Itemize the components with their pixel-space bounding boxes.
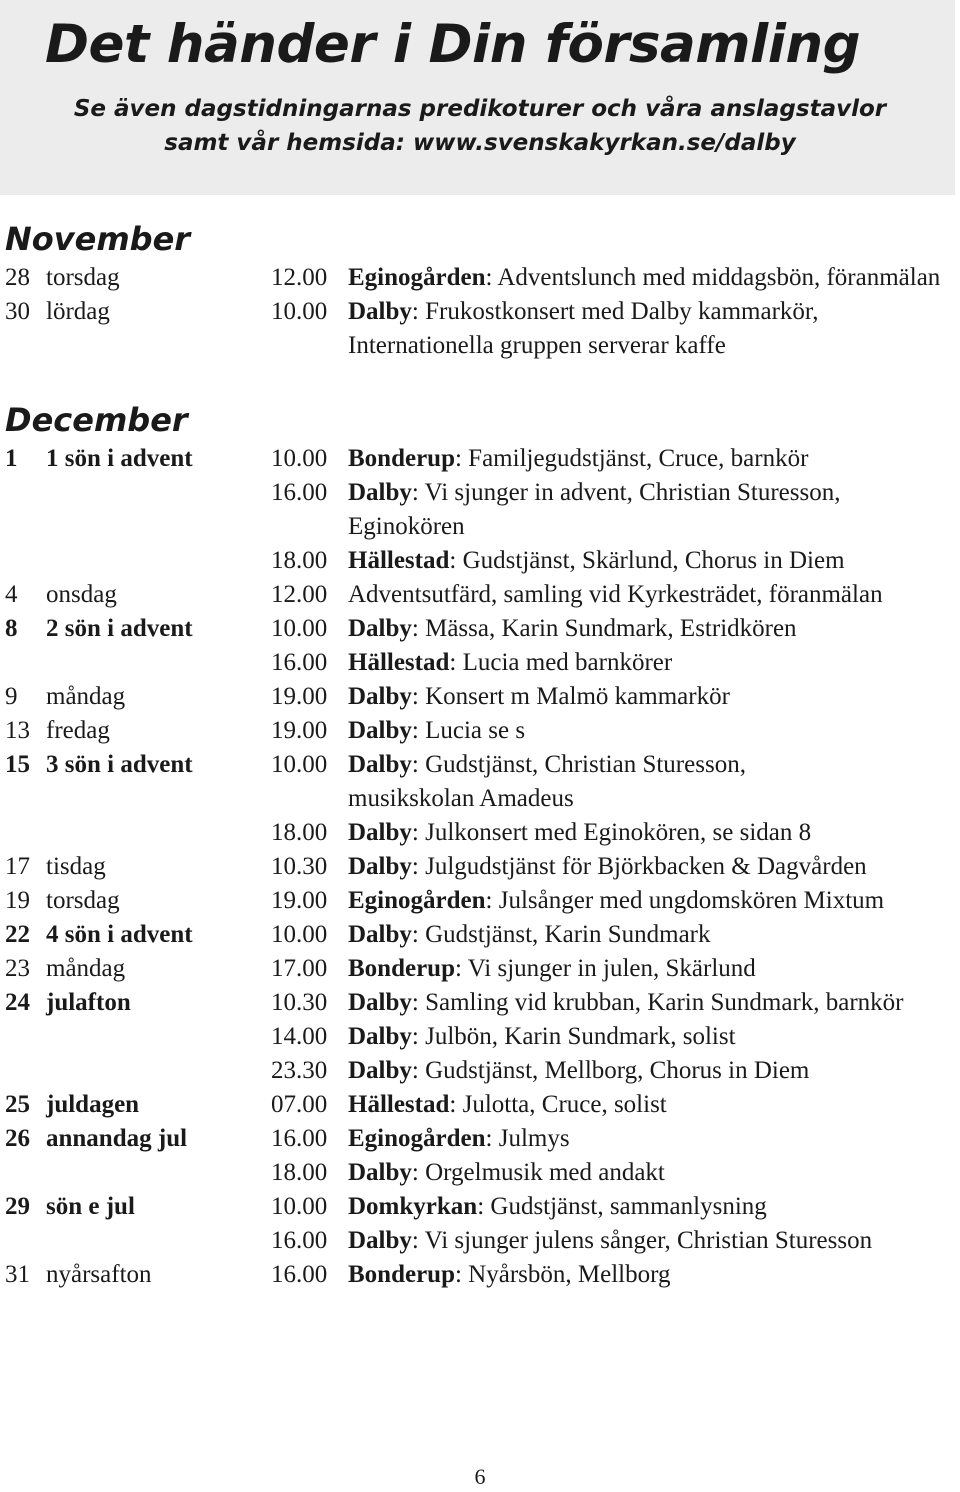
- event-details: Internationella gruppen serverar kaffe: [348, 332, 726, 359]
- event-details: musikskolan Amadeus: [348, 785, 574, 812]
- weekday: lördag: [46, 298, 110, 325]
- event-location: Dalby: [348, 298, 412, 325]
- date-number: 9: [5, 683, 18, 710]
- event-location: Dalby: [348, 1227, 412, 1254]
- event-time: 16.00: [271, 479, 328, 506]
- weekday: juldagen: [46, 1091, 140, 1118]
- schedule-row: [0, 1020, 960, 1054]
- event-description: [348, 612, 797, 646]
- event-location: Dalby: [348, 853, 412, 880]
- date-number: 17: [5, 853, 30, 880]
- date-number: 29: [5, 1193, 30, 1220]
- event-details: : Gudstjänst, Mellborg, Chorus in Diem: [411, 1057, 810, 1084]
- schedule-row: [0, 442, 960, 476]
- event-details: Eginokören: [348, 513, 465, 540]
- event-time: 07.00: [271, 1091, 328, 1118]
- event-details: : Mässa, Karin Sundmark, Estridkören: [411, 615, 797, 642]
- event-time: 10.30: [271, 853, 328, 880]
- event-description: [348, 510, 465, 544]
- schedule-row: [0, 1156, 960, 1190]
- event-description: [348, 544, 845, 578]
- event-details: : Gudstjänst, Christian Sturesson,: [411, 751, 746, 778]
- weekday: nyårsafton: [46, 1261, 152, 1288]
- event-time: 10.00: [271, 445, 328, 472]
- event-location: Dalby: [348, 989, 412, 1016]
- weekday: torsdag: [46, 887, 120, 914]
- event-location: Dalby: [348, 751, 412, 778]
- event-description: [348, 952, 756, 986]
- event-time: 18.00: [271, 1159, 328, 1186]
- date-number: 30: [5, 298, 30, 325]
- december-schedule: [0, 442, 960, 1292]
- event-location: Dalby: [348, 717, 412, 744]
- schedule-row: [0, 986, 960, 1020]
- weekday: 1 sön i advent: [46, 445, 193, 472]
- event-time: 16.00: [271, 1227, 328, 1254]
- event-location: Eginogården: [348, 887, 486, 914]
- event-details: : Julotta, Cruce, solist: [449, 1091, 667, 1118]
- date-number: 31: [5, 1261, 30, 1288]
- november-schedule: [0, 261, 960, 363]
- event-location: Dalby: [348, 921, 412, 948]
- event-details: : Gudstjänst, sammanlysning: [477, 1193, 767, 1220]
- event-details: : Adventslunch med middagsbön, föranmälan: [485, 264, 941, 291]
- event-details: : Lucia se s: [411, 717, 526, 744]
- page-number: 6: [474, 1464, 486, 1489]
- event-location: Dalby: [348, 1159, 412, 1186]
- schedule-row: [0, 1122, 960, 1156]
- event-description: [348, 646, 672, 680]
- subtitle: [0, 92, 960, 160]
- schedule-row: [0, 918, 960, 952]
- event-description: [348, 1020, 736, 1054]
- event-details: : Vi sjunger in advent, Christian Sturesson,: [411, 479, 841, 506]
- schedule-row: [0, 1054, 960, 1088]
- event-details: : Julsånger med ungdomskören Mixtum: [485, 887, 885, 914]
- date-number: 13: [5, 717, 30, 744]
- schedule-row: [0, 714, 960, 748]
- event-location: Dalby: [348, 683, 412, 710]
- event-details: : Konsert m Malmö kammarkör: [411, 683, 730, 710]
- event-time: 10.30: [271, 989, 328, 1016]
- event-time: 16.00: [271, 1261, 328, 1288]
- date-number: 8: [5, 615, 18, 642]
- weekday: annandag jul: [46, 1125, 188, 1152]
- event-details: : Julbön, Karin Sundmark, solist: [411, 1023, 736, 1050]
- weekday: måndag: [46, 683, 126, 710]
- event-location: Dalby: [348, 479, 412, 506]
- date-number: 28: [5, 264, 30, 291]
- schedule-row: [0, 476, 960, 510]
- event-location: Hällestad: [348, 649, 450, 676]
- event-description: [348, 918, 711, 952]
- event-description: [348, 782, 574, 816]
- event-description: [348, 1156, 665, 1190]
- event-description: [348, 476, 840, 510]
- event-location: Eginogården: [348, 1125, 486, 1152]
- schedule-row: [0, 1224, 960, 1258]
- schedule-row: [0, 748, 960, 782]
- event-details: : Vi sjunger in julen, Skärlund: [454, 955, 756, 982]
- event-details: : Vi sjunger julens sånger, Christian Sturesson: [411, 1227, 873, 1254]
- event-location: Dalby: [348, 1023, 412, 1050]
- subtitle-line-2: samt vår hemsida: www.svenskakyrkan.se/dalby: [164, 130, 796, 156]
- event-description: [348, 1190, 767, 1224]
- event-time: 19.00: [271, 887, 328, 914]
- schedule-row: [0, 680, 960, 714]
- event-description: [348, 714, 525, 748]
- event-time: 17.00: [271, 955, 328, 982]
- event-details: : Gudstjänst, Skärlund, Chorus in Diem: [449, 547, 845, 574]
- schedule-row: [0, 850, 960, 884]
- event-time: 18.00: [271, 819, 328, 846]
- schedule-row: [0, 1088, 960, 1122]
- date-number: 1: [5, 445, 18, 472]
- event-details: : Lucia med barnkörer: [449, 649, 673, 676]
- event-time: 10.00: [271, 751, 328, 778]
- event-details: : Samling vid krubban, Karin Sundmark, barnkör: [411, 989, 904, 1016]
- event-description: [348, 1224, 872, 1258]
- schedule-row: [0, 1190, 960, 1224]
- schedule-row: [0, 816, 960, 850]
- event-details: : Frukostkonsert med Dalby kammarkör,: [411, 298, 819, 325]
- event-details: : Julmys: [485, 1125, 570, 1152]
- event-location: Domkyrkan: [348, 1193, 478, 1220]
- schedule-row: [0, 261, 960, 295]
- schedule-row: [0, 578, 960, 612]
- event-details: : Orgelmusik med andakt: [411, 1159, 665, 1186]
- event-description: [348, 295, 818, 329]
- event-description: [348, 1122, 570, 1156]
- date-number: 25: [5, 1091, 30, 1118]
- weekday: tisdag: [46, 853, 106, 880]
- event-location: Hällestad: [348, 1091, 450, 1118]
- event-description: [348, 680, 730, 714]
- event-location: Bonderup: [348, 445, 455, 472]
- event-details: : Julgudstjänst för Björkbacken & Dagvården: [411, 853, 867, 880]
- schedule-row: [0, 510, 960, 544]
- event-time: 16.00: [271, 649, 328, 676]
- event-location: Bonderup: [348, 955, 455, 982]
- event-time: 10.00: [271, 1193, 328, 1220]
- event-time: 10.00: [271, 615, 328, 642]
- schedule-row: [0, 646, 960, 680]
- event-description: [348, 1054, 809, 1088]
- event-location: Dalby: [348, 615, 412, 642]
- schedule-row: [0, 295, 960, 329]
- event-time: 18.00: [271, 547, 328, 574]
- weekday: sön e jul: [46, 1193, 135, 1220]
- event-description: [348, 578, 883, 612]
- weekday: julafton: [46, 989, 131, 1016]
- event-description: [348, 261, 940, 295]
- event-description: [348, 1088, 667, 1122]
- date-number: 26: [5, 1125, 30, 1152]
- header-box: [0, 0, 955, 195]
- weekday: 2 sön i advent: [46, 615, 193, 642]
- weekday: 4 sön i advent: [46, 921, 193, 948]
- event-description: [348, 442, 808, 476]
- schedule-row: [0, 952, 960, 986]
- event-time: 19.00: [271, 683, 328, 710]
- weekday: fredag: [46, 717, 110, 744]
- schedule-row: [0, 612, 960, 646]
- date-number: 23: [5, 955, 30, 982]
- month-heading-november: November: [5, 220, 191, 258]
- schedule-row: [0, 329, 960, 363]
- event-details: : Gudstjänst, Karin Sundmark: [411, 921, 711, 948]
- event-description: [348, 850, 867, 884]
- date-number: 22: [5, 921, 30, 948]
- event-time: 23.30: [271, 1057, 328, 1084]
- page-title: Det händer i Din församling: [45, 14, 861, 75]
- event-time: 12.00: [271, 264, 328, 291]
- month-heading-december: December: [5, 401, 188, 439]
- weekday: 3 sön i advent: [46, 751, 193, 778]
- weekday: torsdag: [46, 264, 120, 291]
- event-details: Adventsutfärd, samling vid Kyrkesträdet, föranmälan: [348, 581, 883, 608]
- event-description: [348, 748, 746, 782]
- event-description: [348, 986, 904, 1020]
- event-time: 16.00: [271, 1125, 328, 1152]
- weekday: måndag: [46, 955, 126, 982]
- event-description: [348, 1258, 670, 1292]
- date-number: 24: [5, 989, 30, 1016]
- event-location: Hällestad: [348, 547, 450, 574]
- event-location: Eginogården: [348, 264, 486, 291]
- event-description: [348, 329, 726, 363]
- event-details: : Julkonsert med Eginokören, se sidan 8: [411, 819, 812, 846]
- schedule-row: [0, 884, 960, 918]
- date-number: 15: [5, 751, 30, 778]
- schedule-row: [0, 782, 960, 816]
- event-location: Dalby: [348, 819, 412, 846]
- event-time: 12.00: [271, 581, 328, 608]
- event-location: Bonderup: [348, 1261, 455, 1288]
- event-time: 10.00: [271, 298, 328, 325]
- event-time: 19.00: [271, 717, 328, 744]
- event-description: [348, 884, 884, 918]
- event-location: Dalby: [348, 1057, 412, 1084]
- event-description: [348, 816, 811, 850]
- date-number: 4: [5, 581, 18, 608]
- subtitle-line-1: Se även dagstidningarnas predikoturer och våra anslagstavlor: [73, 96, 887, 122]
- event-details: : Familjegudstjänst, Cruce, barnkör: [454, 445, 809, 472]
- event-time: 14.00: [271, 1023, 328, 1050]
- schedule-row: [0, 1258, 960, 1292]
- schedule-row: [0, 544, 960, 578]
- event-time: 10.00: [271, 921, 328, 948]
- weekday: onsdag: [46, 581, 117, 608]
- date-number: 19: [5, 887, 30, 914]
- event-details: : Nyårsbön, Mellborg: [454, 1261, 671, 1288]
